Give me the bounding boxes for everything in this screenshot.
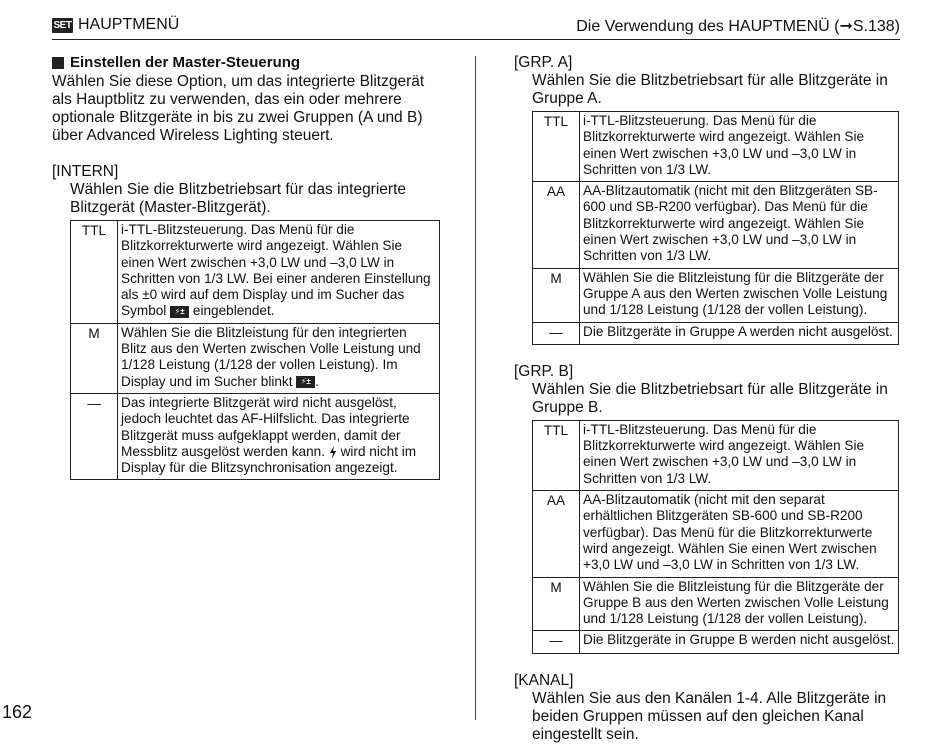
option-description — [118, 323, 440, 393]
option-key: AA — [533, 491, 580, 577]
option-key: M — [533, 577, 580, 631]
grp-a-options-table — [532, 111, 899, 345]
table-row — [71, 393, 440, 479]
page-number: 162 — [2, 702, 33, 722]
grp-b-description: Wählen Sie die Blitzbetriebsart für alle Blitzgeräte in Gruppe B. — [532, 380, 888, 416]
option-text-suffix: eingeblendet. — [189, 303, 275, 319]
table-row — [533, 491, 899, 577]
grp-b-options-table — [532, 420, 899, 654]
option-key: — — [533, 631, 580, 653]
setup-menu-icon: SET — [53, 19, 72, 31]
grp-a-heading: [GRP. A] — [514, 54, 573, 71]
option-description — [118, 221, 440, 324]
intern-options-table — [70, 220, 440, 480]
flash-bolt-icon — [329, 446, 337, 459]
option-text-suffix: . — [315, 373, 320, 389]
option-description: Wählen Sie die Blitzleistung für die Blitzgeräte der Gruppe A aus den Werten zwischen Volle Leistung und 1/128 Leistung (1/128 der vollen Leistung). — [580, 268, 899, 322]
right-column — [514, 54, 904, 744]
grp-b-heading: [GRP. B] — [514, 362, 574, 380]
option-description — [118, 393, 440, 479]
square-bullet-icon — [52, 57, 64, 69]
option-description: Die Blitzgeräte in Gruppe A werden nicht ausgelöst. — [580, 322, 899, 344]
intro-paragraph: Wählen Sie diese Option, um das integrierte Blitzgerät als Hauptblitz zu verwenden, das ein oder mehrere optionale Blitzgeräte in bis zu zwei Gruppen (A und B) über Advanced Wireless Lighting steuert. — [52, 73, 425, 144]
option-key: TTL — [533, 112, 580, 182]
table-row — [533, 322, 899, 344]
left-column — [52, 54, 442, 480]
table-row — [533, 631, 899, 653]
option-description: AA-Blitzautomatik (nicht mit den Blitzgeräten SB-600 und SB-R200 verfügbar). Das Menü für die Blitzkorrekturwerte wird angezeigt. Wählen Sie einen Wert zwischen +3,0 LW und –3,0 LW in Schritten von 1/3 LW. — [580, 182, 899, 268]
option-description: AA-Blitzautomatik (nicht mit den separat erhältlichen Blitzgeräten SB-600 und SB-R200 verfügbar). Das Menü für die Blitzkorrekturwerte wird angezeigt. Wählen Sie einen Wert zwischen +3,0 LW und –3,0 LW in Schritten von 1/3 LW. — [580, 491, 899, 577]
header-divider — [52, 39, 900, 40]
table-row — [533, 268, 899, 322]
option-key: M — [71, 323, 118, 393]
option-text-suffix: wird nicht im Display für die Blitzsynchronisation angezeigt. — [121, 443, 417, 476]
flash-compensation-icon: ⚡± — [296, 376, 315, 388]
option-text: i-TTL-Blitzsteuerung. Das Menü für die Blitzkorrekturwerte wird angezeigt. Wählen Sie einen Wert zwischen +3,0 LW und –3,0 LW in Schritten von 1/3 LW. Bei einer anderen Einstellung als ±0 wird auf dem Display und im Sucher das Symbol — [121, 222, 431, 319]
option-key: — — [533, 322, 580, 344]
table-row — [533, 420, 899, 490]
flash-compensation-icon: ⚡± — [170, 306, 189, 318]
kanal-description: Wählen Sie aus den Kanälen 1-4. Alle Blitzgeräte in beiden Gruppen müssen auf den gleichen Kanal eingestellt sein. — [532, 689, 887, 743]
option-text: Das integrierte Blitzgerät wird nicht ausgelöst, jedoch leuchtet das AF-Hilfslicht. Das integrierte Blitzgerät muss aufgeklappt werden, damit der Messblitz ausgelöst werden kann. — [121, 394, 410, 459]
header-menu-title — [52, 16, 179, 34]
option-description: i-TTL-Blitzsteuerung. Das Menü für die Blitzkorrekturwerte wird angezeigt. Wählen Sie einen Wert zwischen +3,0 LW und –3,0 LW in Schritten von 1/3 LW. — [580, 112, 899, 182]
table-row — [71, 221, 440, 324]
intern-heading: [INTERN] — [52, 163, 119, 180]
option-text: Wählen Sie die Blitzleistung für den integrierten Blitz aus den Werten zwischen Volle Leistung und 1/128 Leistung (1/128 der vollen Leistung). Im Display und im Sucher blinkt — [121, 324, 421, 389]
option-key: TTL — [71, 221, 118, 324]
section-title — [52, 54, 442, 71]
option-key: — — [71, 393, 118, 479]
menu-title: HAUPTMENÜ — [78, 16, 180, 33]
table-row — [533, 182, 899, 268]
table-row — [533, 577, 899, 631]
intern-description: Wählen Sie die Blitzbetriebsart für das integrierte Blitzgerät (Master-Blitzgerät). — [70, 181, 406, 216]
option-key: TTL — [533, 420, 580, 490]
option-key: AA — [533, 182, 580, 268]
kanal-heading: [KANAL] — [514, 671, 574, 689]
header-reference: Die Verwendung des HAUPTMENÜ (➞S.138) — [576, 18, 900, 35]
option-description: i-TTL-Blitzsteuerung. Das Menü für die Blitzkorrekturwerte wird angezeigt. Wählen Sie einen Wert zwischen +3,0 LW und –3,0 LW in Schritten von 1/3 LW. — [580, 420, 899, 490]
column-divider — [475, 56, 476, 720]
option-key: M — [533, 268, 580, 322]
section-title-text: Einstellen der Master-Steuerung — [70, 54, 301, 71]
grp-a-description: Wählen Sie die Blitzbetriebsart für alle Blitzgeräte in Gruppe A. — [532, 72, 888, 107]
table-row — [533, 112, 899, 182]
option-description: Die Blitzgeräte in Gruppe B werden nicht ausgelöst. — [580, 631, 899, 653]
option-description: Wählen Sie die Blitzleistung für die Blitzgeräte der Gruppe B aus den Werten zwischen Volle Leistung und 1/128 Leistung (1/128 der vollen Leistung). — [580, 577, 899, 631]
table-row — [71, 323, 440, 393]
